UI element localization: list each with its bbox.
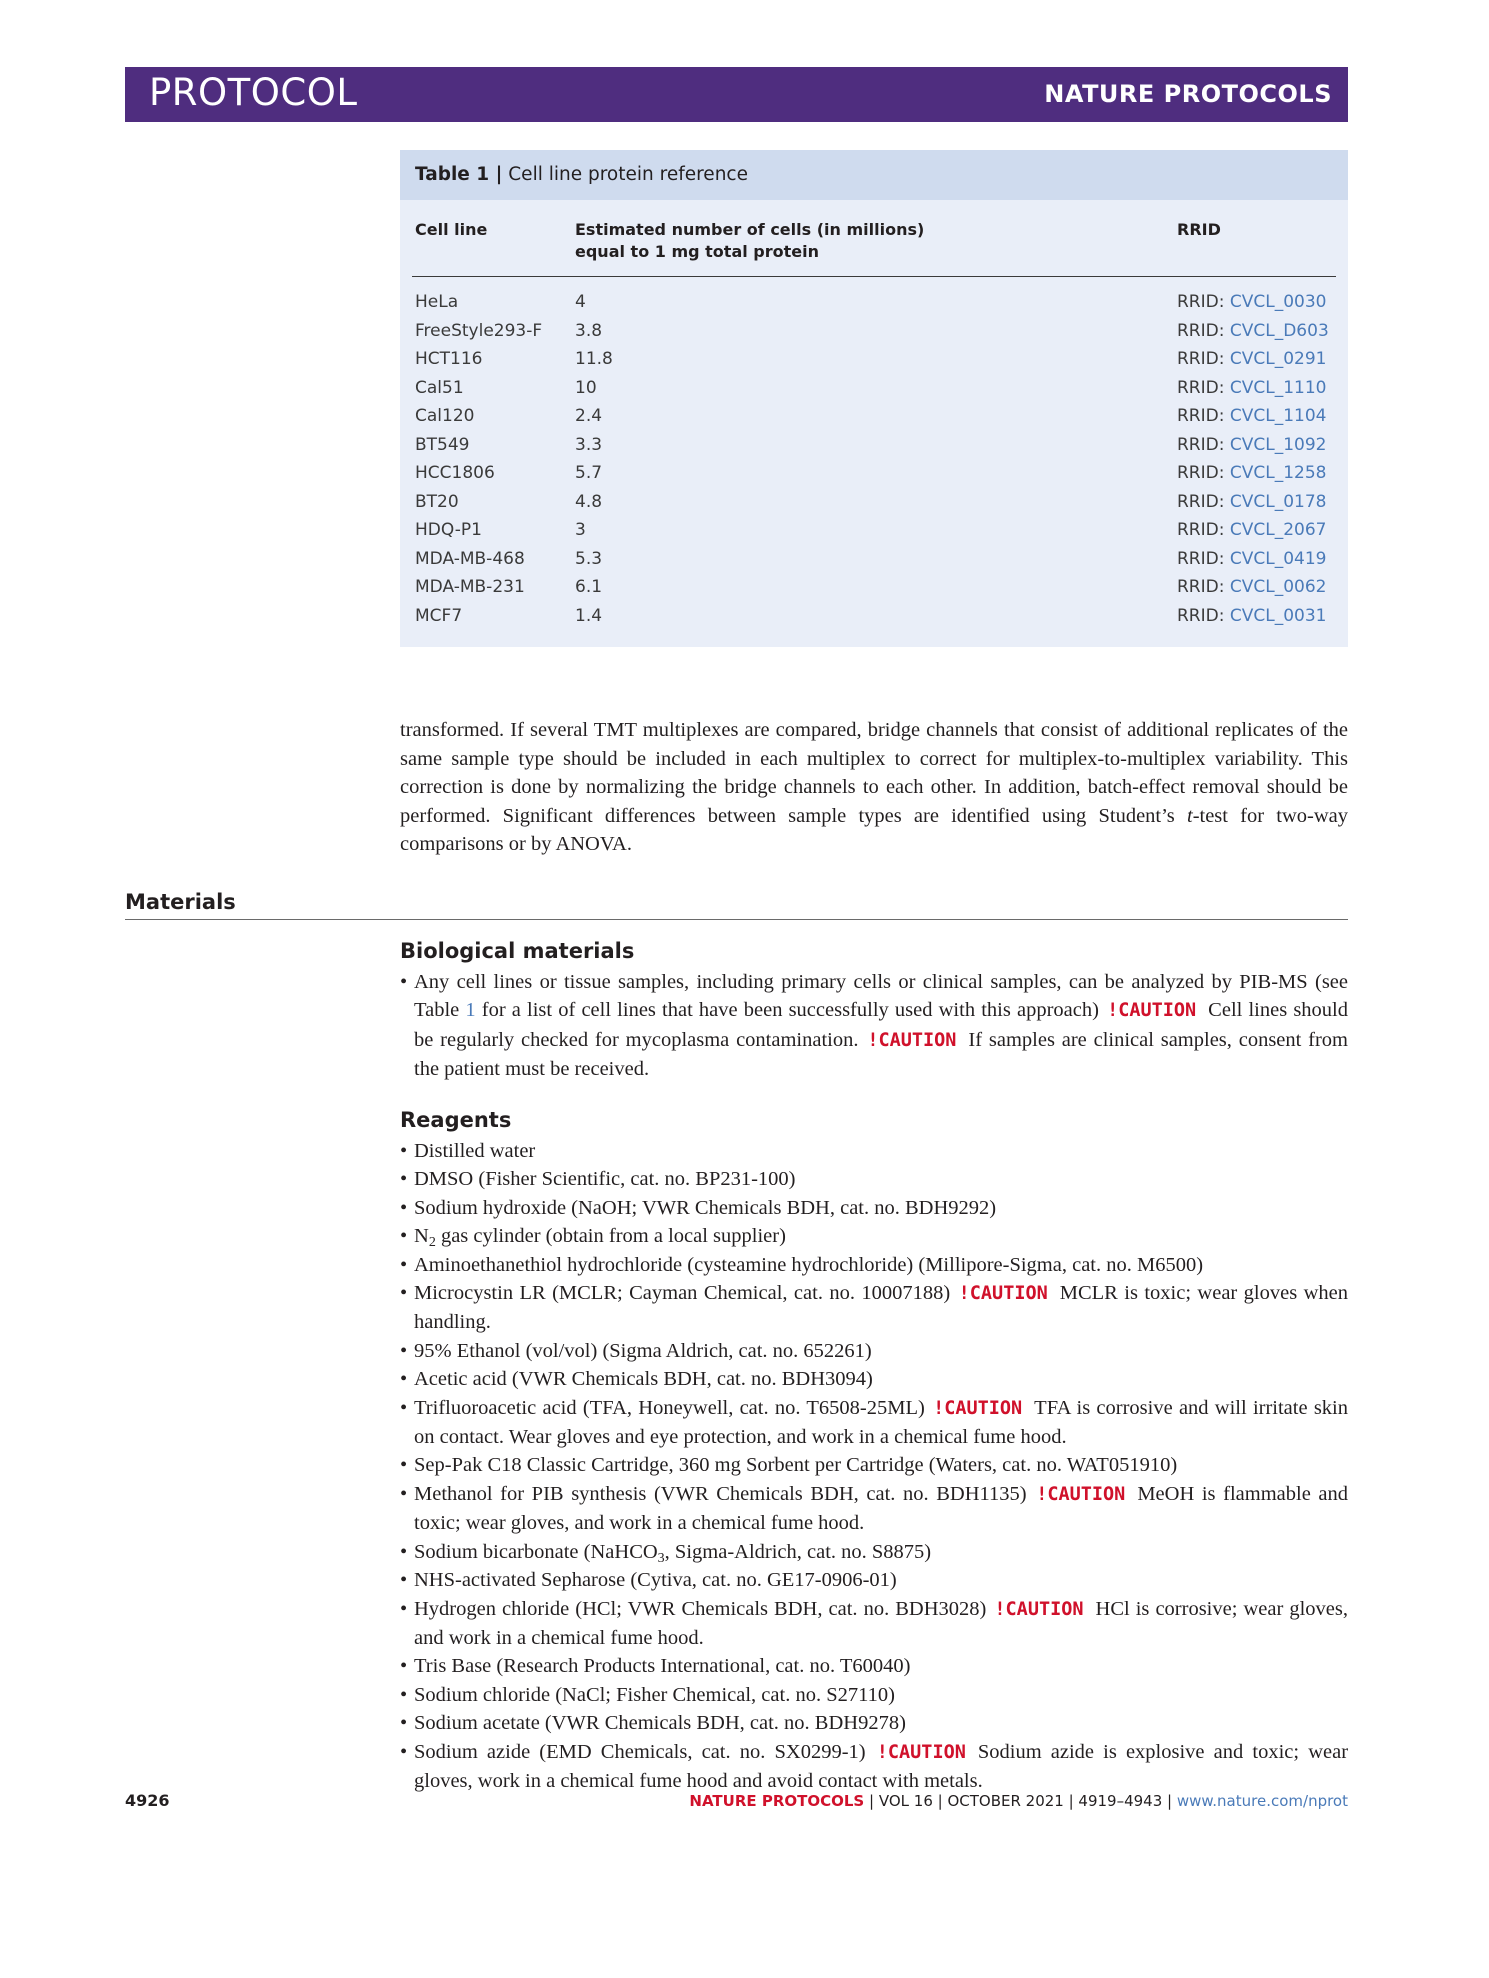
reagents-list xyxy=(400,1137,1348,1795)
footer-url-link[interactable]: www.nature.com/nprot xyxy=(1176,1792,1348,1810)
table-row xyxy=(400,492,1348,521)
footer-volume-info: | VOL 16 | OCTOBER 2021 | 4919–4943 | xyxy=(864,1792,1177,1810)
cell-count-value: 3 xyxy=(575,520,586,540)
journal-name: NATURE PROTOCOLS xyxy=(1044,80,1332,108)
column-header-cell-line: Cell line xyxy=(415,220,488,239)
caution-label: !CAUTION xyxy=(933,1397,1023,1419)
column-header-rrid: RRID xyxy=(1177,220,1221,239)
body-paragraph xyxy=(400,716,1348,859)
paragraph-italic-t: t xyxy=(1186,804,1193,827)
cell-line-name: HCT116 xyxy=(415,349,483,369)
list-item xyxy=(400,1738,1348,1796)
subscript: 3 xyxy=(657,1550,665,1566)
rrid-link[interactable]: CVCL_D603 xyxy=(1229,320,1329,341)
rrid-link[interactable]: CVCL_0291 xyxy=(1229,349,1327,369)
caution-label: !CAUTION xyxy=(994,1598,1084,1620)
item-text: Methanol for PIB synthesis (VWR Chemicals BDH, cat. no. BDH1135) xyxy=(414,1482,1027,1505)
list-item: • NHS-activated Sepharose (Cytiva, cat. no. GE17-0906-01) xyxy=(400,1566,1348,1594)
list-item: • Sodium chloride (NaCl; Fisher Chemical, cat. no. S27110) xyxy=(400,1681,1348,1709)
caution-text: HCl is corrosive; wear gloves, and work in a chemical fume hood. xyxy=(414,1597,1348,1649)
item-text: , Sigma-Aldrich, cat. no. S8875) xyxy=(664,1540,932,1563)
cell-count-value: 5.7 xyxy=(575,463,603,483)
rrid-link[interactable]: CVCL_0030 xyxy=(1229,292,1327,312)
list-item xyxy=(400,1394,1348,1452)
cell-count-value: 3.8 xyxy=(575,320,603,341)
rrid-link[interactable]: CVCL_1110 xyxy=(1229,377,1327,398)
rrid-link[interactable]: CVCL_1092 xyxy=(1229,434,1327,455)
rrid-prefix: RRID: xyxy=(1177,577,1225,597)
cell-line-name: MDA-MB-468 xyxy=(415,548,525,569)
list-item: • 95% Ethanol (vol/vol) (Sigma Aldrich, cat. no. 652261) xyxy=(400,1337,1348,1365)
rrid-prefix: RRID: xyxy=(1177,406,1225,426)
caution-text: TFA is corrosive and will irritate skin on contact. Wear gloves and eye protection, and work in a chemical fume hood. xyxy=(414,1396,1348,1449)
table-header-rule xyxy=(412,276,1336,277)
cell-line-name: HDQ-P1 xyxy=(415,520,482,540)
list-item xyxy=(400,1480,1348,1538)
table-row xyxy=(400,292,1348,321)
cell-count-value: 1.4 xyxy=(575,605,603,626)
item-text: Any cell lines or tissue samples, including primary cells or clinical samples, can be analyzed by PIB-MS (see Table xyxy=(414,971,1348,1022)
table-label: Table 1 | xyxy=(415,164,503,185)
table-row xyxy=(400,321,1348,350)
cell-count-value: 5.3 xyxy=(575,548,603,569)
rrid-prefix: RRID: xyxy=(1177,491,1225,512)
rrid-prefix: RRID: xyxy=(1177,605,1225,626)
rrid-cell xyxy=(1177,492,1326,512)
cell-count-value: 2.4 xyxy=(575,406,603,426)
table-title-bar xyxy=(400,150,1348,200)
rrid-cell xyxy=(1177,463,1326,483)
rrid-prefix: RRID: xyxy=(1177,548,1225,569)
item-text: Microcystin LR (MCLR; Cayman Chemical, cat. no. 10007188) xyxy=(414,1282,951,1305)
article-type-label: PROTOCOL xyxy=(149,71,358,114)
cell-line-name: HeLa xyxy=(415,292,459,312)
rrid-prefix: RRID: xyxy=(1177,349,1225,369)
page-number: 4926 xyxy=(125,1791,170,1810)
materials-rule xyxy=(125,919,1348,920)
table-title-text: Cell line protein reference xyxy=(508,164,748,185)
column-header-cells xyxy=(575,219,924,263)
reagents-heading: Reagents xyxy=(400,1108,512,1132)
list-item xyxy=(400,1538,1348,1566)
rrid-cell xyxy=(1177,292,1326,312)
table-row xyxy=(400,463,1348,492)
rrid-prefix: RRID: xyxy=(1177,320,1225,341)
cell-count-value: 4 xyxy=(575,292,586,312)
list-item: • Distilled water xyxy=(400,1137,1348,1165)
caution-label: !CAUTION xyxy=(876,1741,966,1763)
list-item xyxy=(400,1595,1348,1653)
list-item xyxy=(400,1279,1348,1337)
list-item: • Sep-Pak C18 Classic Cartridge, 360 mg Sorbent per Cartridge (Waters, cat. no. WAT051910) xyxy=(400,1451,1348,1479)
paragraph-text-a: transformed. If several TMT multiplexes are compared, bridge channels that consist of additional replicates of the same sample type should be included in each multiplex to correct for multiplex-to-multiplex variability. This correction is done by normalizing the bridge channels to each other. In addition, batch-effect removal should be performed. Significant differences between sample types are identified using Student’s xyxy=(400,719,1348,827)
list-item: • Aminoethanethiol hydrochloride (cysteamine hydrochloride) (Millipore-Sigma, cat. no. M6500) xyxy=(400,1251,1348,1279)
cell-line-name: MCF7 xyxy=(415,605,463,626)
item-text: for a list of cell lines that have been successfully used with this approach) xyxy=(475,999,1099,1022)
rrid-link[interactable]: CVCL_0178 xyxy=(1229,491,1327,512)
rrid-link[interactable]: CVCL_0031 xyxy=(1229,605,1327,626)
list-item xyxy=(400,968,1348,1084)
table-row xyxy=(400,577,1348,606)
cell-count-value: 4.8 xyxy=(575,491,603,512)
list-item: • Sodium hydroxide (NaOH; VWR Chemicals BDH, cat. no. BDH9292) xyxy=(400,1194,1348,1222)
biological-materials-heading: Biological materials xyxy=(400,939,635,963)
paragraph-text-b: -test for two-way comparisons or by ANOVA. xyxy=(400,804,1348,856)
column-header-cells-line1: Estimated number of cells (in millions) xyxy=(575,220,925,239)
cell-line-name: FreeStyle293-F xyxy=(415,320,543,341)
rrid-prefix: RRID: xyxy=(1177,463,1225,483)
caution-text: Sodium azide is explosive and toxic; wear gloves, work in a chemical fume hood and avoid contact with metals. xyxy=(414,1740,1349,1792)
cell-line-table xyxy=(400,150,1348,647)
item-text: gas cylinder (obtain from a local supplier) xyxy=(435,1225,786,1248)
table-body xyxy=(400,292,1348,634)
rrid-cell xyxy=(1177,606,1326,626)
caution-label: !CAUTION xyxy=(958,1283,1048,1305)
rrid-link[interactable]: CVCL_1104 xyxy=(1229,406,1327,426)
cell-line-name: Cal51 xyxy=(415,377,464,398)
table-row xyxy=(400,349,1348,378)
cell-line-name: HCC1806 xyxy=(415,463,495,483)
biological-materials-list xyxy=(400,968,1348,1084)
rrid-link[interactable]: CVCL_1258 xyxy=(1229,463,1327,483)
caution-label: !CAUTION xyxy=(1036,1483,1126,1505)
item-text: N xyxy=(414,1225,429,1248)
materials-heading: Materials xyxy=(125,890,236,914)
cell-count-value: 10 xyxy=(575,377,597,398)
caution-text: MCLR is toxic; wear gloves when handling. xyxy=(414,1282,1349,1334)
table-row xyxy=(400,435,1348,464)
rrid-cell xyxy=(1177,520,1326,540)
cell-count-value: 3.3 xyxy=(575,434,603,455)
table-row xyxy=(400,606,1348,635)
cell-line-name: BT20 xyxy=(415,491,459,512)
table-row xyxy=(400,520,1348,549)
table-row xyxy=(400,406,1348,435)
cell-count-value: 11.8 xyxy=(575,349,613,369)
column-header-cells-line2: equal to 1 mg total protein xyxy=(575,242,820,261)
table-title xyxy=(415,164,748,185)
rrid-link[interactable]: CVCL_2067 xyxy=(1229,520,1327,540)
rrid-cell xyxy=(1177,435,1326,455)
list-item: • Acetic acid (VWR Chemicals BDH, cat. no. BDH3094) xyxy=(400,1365,1348,1393)
rrid-cell xyxy=(1177,321,1329,341)
footer-citation xyxy=(689,1792,1348,1810)
rrid-cell xyxy=(1177,406,1326,426)
rrid-cell xyxy=(1177,577,1326,597)
table-reference-link[interactable]: 1 xyxy=(465,999,476,1022)
list-item xyxy=(400,1222,1348,1250)
table-row xyxy=(400,549,1348,578)
item-text: Sodium bicarbonate (NaHCO xyxy=(414,1540,658,1563)
cell-line-name: Cal120 xyxy=(415,406,475,426)
rrid-cell xyxy=(1177,549,1326,569)
cell-count-value: 6.1 xyxy=(575,577,603,597)
item-text: Sodium azide (EMD Chemicals, cat. no. SX0299-1) xyxy=(414,1740,866,1763)
caution-text: MeOH is flammable and toxic; wear gloves, and work in a chemical fume hood. xyxy=(414,1482,1348,1535)
rrid-link[interactable]: CVCL_0419 xyxy=(1229,548,1327,569)
rrid-prefix: RRID: xyxy=(1177,377,1225,398)
list-item: • Tris Base (Research Products International, cat. no. T60040) xyxy=(400,1652,1348,1680)
rrid-cell xyxy=(1177,378,1326,398)
rrid-link[interactable]: CVCL_0062 xyxy=(1229,577,1327,597)
rrid-cell xyxy=(1177,349,1326,369)
cell-line-name: BT549 xyxy=(415,434,470,455)
rrid-prefix: RRID: xyxy=(1177,434,1225,455)
caution-text: If samples are clinical samples, consent from the patient must be received. xyxy=(414,1028,1349,1081)
cell-line-name: MDA-MB-231 xyxy=(415,577,525,597)
footer-journal: NATURE PROTOCOLS xyxy=(689,1792,865,1810)
header-bar xyxy=(125,67,1348,122)
caution-label: !CAUTION xyxy=(1107,1000,1197,1022)
list-item: • Sodium acetate (VWR Chemicals BDH, cat. no. BDH9278) xyxy=(400,1709,1348,1737)
caution-text: Cell lines should be regularly checked for mycoplasma contamination. xyxy=(414,999,1349,1051)
rrid-prefix: RRID: xyxy=(1177,520,1225,540)
table-row xyxy=(400,378,1348,407)
item-text: Hydrogen chloride (HCl; VWR Chemicals BDH, cat. no. BDH3028) xyxy=(414,1597,987,1620)
subscript: 2 xyxy=(428,1235,436,1251)
item-text: Trifluoroacetic acid (TFA, Honeywell, cat. no. T6508-25ML) xyxy=(414,1396,925,1419)
list-item: • DMSO (Fisher Scientific, cat. no. BP231-100) xyxy=(400,1165,1348,1193)
rrid-prefix: RRID: xyxy=(1177,292,1225,312)
caution-label: !CAUTION xyxy=(867,1029,957,1051)
